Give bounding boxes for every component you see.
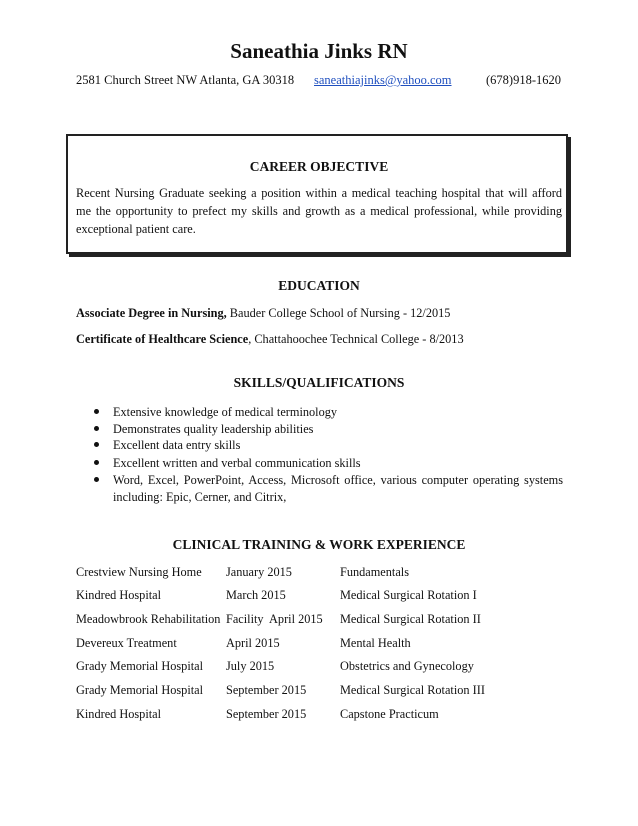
clinical-place: Kindred Hospital bbox=[76, 707, 162, 721]
degree: Associate Degree in Nursing, bbox=[76, 306, 227, 320]
email-link-text[interactable]: saneathiajinks@yahoo.com bbox=[314, 73, 452, 87]
skill-item: Excellent written and verbal communication skills bbox=[113, 456, 361, 470]
clinical-place: Devereux Treatment bbox=[76, 636, 177, 650]
degree-detail: Bauder College School of Nursing - 12/2015 bbox=[226, 306, 451, 320]
bullet-icon bbox=[94, 409, 99, 414]
clinical-title: CLINICAL TRAINING & WORK EXPERIENCE bbox=[172, 537, 466, 552]
skill-item: Word, Excel, PowerPoint, Access, Microsoft office, various computer operating systems bbox=[113, 473, 563, 487]
bullet-icon bbox=[94, 460, 99, 465]
address: 2581 Church Street NW Atlanta, GA 30318 bbox=[76, 73, 295, 87]
clinical-rotation: Medical Surgical Rotation III bbox=[340, 683, 485, 697]
clinical-place: Meadowbrook Rehabilitation bbox=[76, 612, 221, 626]
clinical-rotation: Obstetrics and Gynecology bbox=[340, 659, 474, 673]
bullet-icon bbox=[94, 442, 99, 447]
clinical-place: Grady Memorial Hospital bbox=[76, 683, 204, 697]
skills-title: SKILLS/QUALIFICATIONS bbox=[233, 375, 405, 390]
degree: Certificate of Healthcare Science bbox=[76, 332, 249, 346]
clinical-rotation: Fundamentals bbox=[340, 565, 409, 579]
clinical-place: Grady Memorial Hospital bbox=[76, 659, 204, 673]
clinical-rotation: Capstone Practicum bbox=[340, 707, 439, 721]
clinical-date: September 2015 bbox=[226, 683, 307, 697]
clinical-rotation: Medical Surgical Rotation I bbox=[340, 588, 477, 602]
clinical-date: January 2015 bbox=[226, 565, 292, 579]
bullet-icon bbox=[94, 477, 99, 482]
objective-line: me the opportunity to prefect my skills and growth as a medical professional, while providing bbox=[76, 204, 562, 218]
skill-item-continuation: including: Epic, Cerner, and Citrix, bbox=[113, 490, 287, 504]
phone: (678)918-1620 bbox=[486, 73, 561, 87]
education-item bbox=[76, 331, 464, 347]
bullet-icon bbox=[94, 426, 99, 431]
objective-line: Recent Nursing Graduate seeking a position within a medical teaching hospital that will afford bbox=[76, 186, 562, 200]
career-objective-title: CAREER OBJECTIVE bbox=[249, 159, 389, 174]
objective-line: exceptional patient care. bbox=[76, 222, 196, 236]
clinical-place: Kindred Hospital bbox=[76, 588, 162, 602]
email-link[interactable] bbox=[314, 72, 452, 88]
clinical-date: April 2015 bbox=[226, 636, 280, 650]
clinical-rotation: Medical Surgical Rotation II bbox=[340, 612, 481, 626]
education-item bbox=[76, 305, 450, 321]
skill-item: Excellent data entry skills bbox=[113, 438, 241, 452]
skill-item: Demonstrates quality leadership abilities bbox=[113, 422, 314, 436]
clinical-date: September 2015 bbox=[226, 707, 307, 721]
candidate-name: Saneathia Jinks RN bbox=[230, 39, 408, 63]
clinical-date: Facility April 2015 bbox=[226, 612, 323, 626]
skill-item: Extensive knowledge of medical terminology bbox=[113, 405, 338, 419]
clinical-date: March 2015 bbox=[226, 588, 286, 602]
clinical-place: Crestview Nursing Home bbox=[76, 565, 202, 579]
degree-detail: , Chattahoochee Technical College - 8/2013 bbox=[248, 332, 464, 346]
clinical-date: July 2015 bbox=[226, 659, 275, 673]
clinical-rotation: Mental Health bbox=[340, 636, 411, 650]
education-title: EDUCATION bbox=[278, 278, 360, 293]
